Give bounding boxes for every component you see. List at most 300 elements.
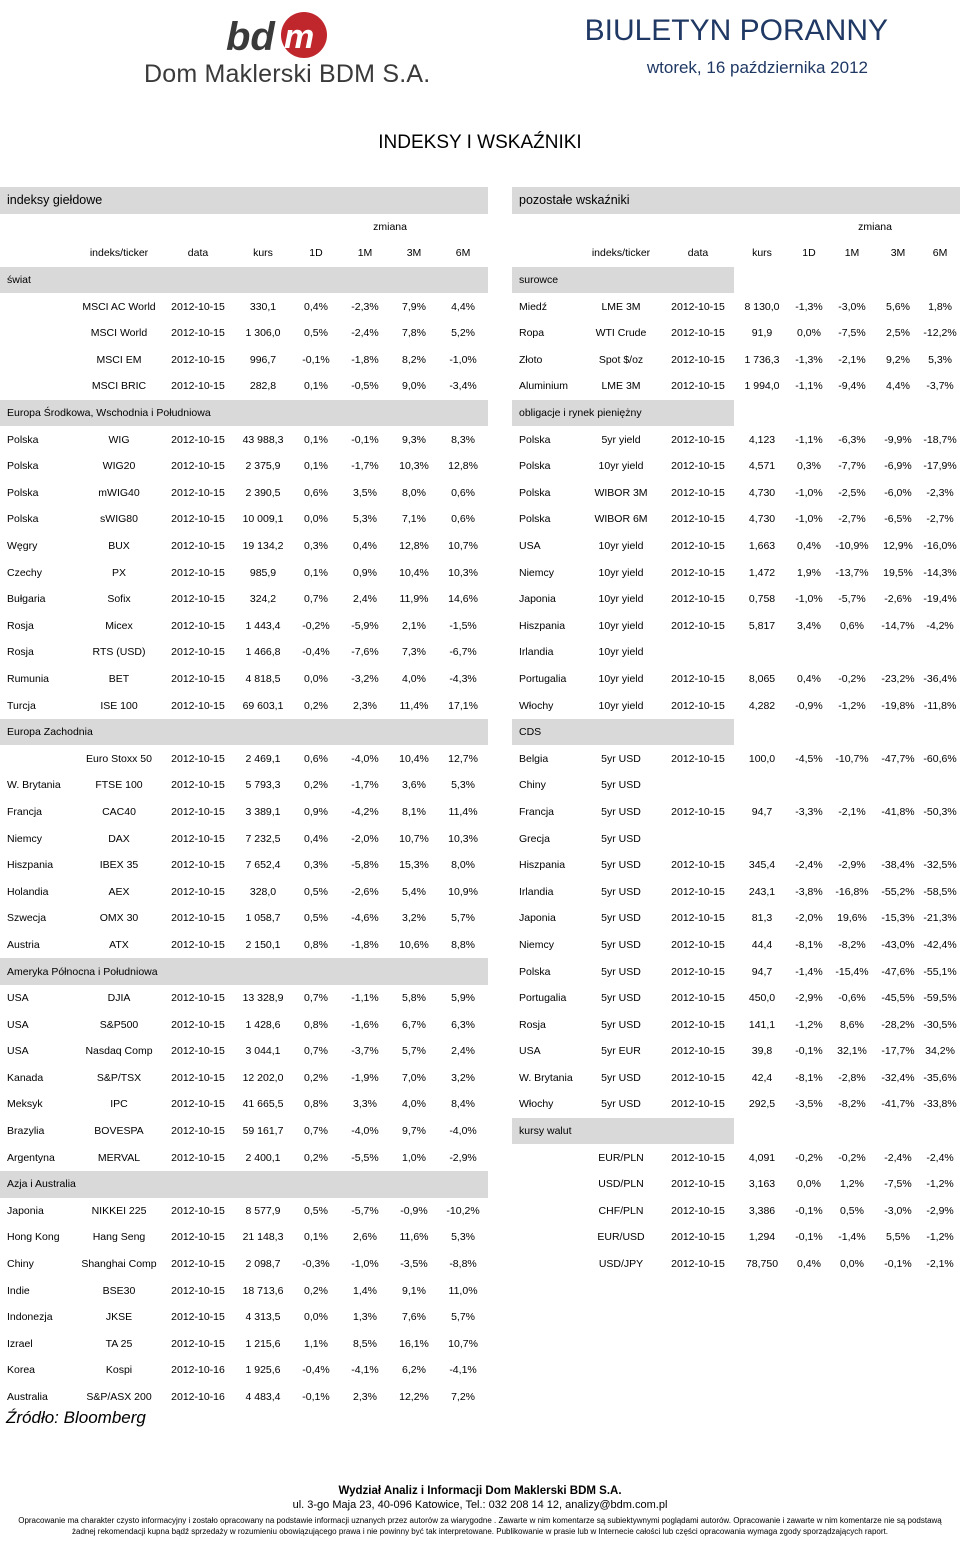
table-cell: -6,7% bbox=[449, 646, 477, 659]
table-row bbox=[0, 878, 488, 905]
table-cell: Indie bbox=[7, 1284, 30, 1297]
table-row bbox=[0, 559, 488, 586]
table-cell: -0,1% bbox=[795, 1231, 823, 1244]
table-cell: 10yr yield bbox=[598, 619, 644, 632]
table-cell: Turcja bbox=[7, 699, 36, 712]
table-cell: 3,386 bbox=[748, 1204, 776, 1217]
table-cell: USA bbox=[519, 1045, 541, 1058]
table-cell: 10,4% bbox=[399, 752, 429, 765]
table-cell: 2012-10-15 bbox=[671, 965, 725, 978]
table-cell: AEX bbox=[108, 885, 130, 898]
table-cell: 0,5% bbox=[304, 1204, 328, 1217]
table-cell: mWIG40 bbox=[98, 486, 140, 499]
table-cell: 2012-10-15 bbox=[171, 566, 225, 579]
table-cell: MSCI World bbox=[90, 327, 148, 340]
table-cell: 0,6% bbox=[304, 486, 328, 499]
table-row bbox=[0, 320, 488, 347]
table-cell: 2 098,7 bbox=[245, 1258, 281, 1271]
table-row bbox=[0, 639, 488, 666]
logo-bd-letters: bd bbox=[226, 15, 275, 59]
table-cell: 330,1 bbox=[249, 300, 277, 313]
table-cell: 4,123 bbox=[748, 433, 776, 446]
table-cell: 0,8% bbox=[304, 938, 328, 951]
table-cell: -3,7% bbox=[351, 1045, 379, 1058]
table-cell: USD/JPY bbox=[598, 1258, 644, 1271]
table-cell: 4 818,5 bbox=[245, 672, 281, 685]
table-cell: -0,2% bbox=[838, 672, 866, 685]
table-cell: -0,2% bbox=[795, 1151, 823, 1164]
table-cell: -6,3% bbox=[838, 433, 866, 446]
table-cell: -2,4% bbox=[351, 327, 379, 340]
table-cell: 2012-10-15 bbox=[671, 1204, 725, 1217]
table-row bbox=[512, 426, 960, 453]
table-row bbox=[512, 666, 960, 693]
table-row bbox=[512, 559, 960, 586]
table-row bbox=[512, 772, 960, 799]
table-cell: 1 058,7 bbox=[245, 912, 281, 925]
table-cell: 7,3% bbox=[402, 646, 426, 659]
table-cell: -1,0% bbox=[351, 1258, 379, 1271]
table-cell: 5yr USD bbox=[601, 779, 641, 792]
table-cell: Argentyna bbox=[7, 1151, 55, 1164]
table-cell: -21,3% bbox=[923, 912, 957, 925]
table-cell: 5yr USD bbox=[601, 992, 641, 1005]
table-cell: -4,1% bbox=[351, 1364, 379, 1377]
table-row bbox=[0, 613, 488, 640]
table-cell: 0,1% bbox=[304, 460, 328, 473]
table-cell: Szwecja bbox=[7, 912, 47, 925]
table-cell: -5,7% bbox=[838, 593, 866, 606]
section-header-row bbox=[512, 1118, 960, 1145]
table-cell: 2012-10-15 bbox=[171, 646, 225, 659]
table-cell: 5yr USD bbox=[601, 1098, 641, 1111]
table-cell: -0,1% bbox=[351, 433, 379, 446]
table-cell: Polska bbox=[519, 486, 551, 499]
table-row bbox=[512, 347, 960, 374]
table-cell: 1 306,0 bbox=[245, 327, 281, 340]
table-cell: -0,2% bbox=[838, 1151, 866, 1164]
table-cell: 8,6% bbox=[840, 1018, 864, 1031]
table-row bbox=[0, 1357, 488, 1384]
column-header: indeks/ticker bbox=[89, 247, 149, 260]
section-title: świat bbox=[0, 267, 488, 294]
table-cell: -7,5% bbox=[884, 1178, 912, 1191]
table-cell: Złoto bbox=[519, 353, 543, 366]
table-cell: 2012-10-15 bbox=[671, 1151, 725, 1164]
table-cell: USD/PLN bbox=[598, 1178, 644, 1191]
table-cell: 7,0% bbox=[402, 1071, 426, 1084]
table-cell bbox=[876, 772, 920, 799]
table-cell: 0,9% bbox=[353, 566, 377, 579]
table-cell: 5,3% bbox=[928, 353, 953, 366]
table-cell: Włochy bbox=[519, 1098, 554, 1111]
table-cell: 2012-10-15 bbox=[171, 885, 225, 898]
table-cell: 5,3% bbox=[451, 779, 475, 792]
table-cell: 8,1% bbox=[402, 805, 426, 818]
change-header-row bbox=[0, 214, 488, 241]
table-cell: 3,163 bbox=[748, 1178, 776, 1191]
company-name: Dom Maklerski BDM S.A. bbox=[144, 60, 431, 88]
table-cell: -1,5% bbox=[449, 619, 477, 632]
table-cell: 2012-10-15 bbox=[671, 912, 725, 925]
table-cell: -9,4% bbox=[838, 380, 866, 393]
table-cell: 44,4 bbox=[751, 938, 773, 951]
section-title: Europa Środkowa, Wschodnia i Południowa bbox=[0, 400, 488, 427]
table-cell: 3,2% bbox=[402, 912, 426, 925]
table-cell: 0,6% bbox=[451, 513, 475, 526]
column-header: kurs bbox=[752, 247, 772, 260]
table-cell: Rumunia bbox=[7, 672, 50, 685]
table-cell: 16,1% bbox=[399, 1337, 429, 1350]
table-cell: -19,4% bbox=[923, 593, 957, 606]
table-cell: 2012-10-15 bbox=[671, 460, 725, 473]
table-cell: -17,7% bbox=[881, 1045, 915, 1058]
table-cell: -41,8% bbox=[881, 805, 915, 818]
table-cell: 11,4% bbox=[448, 805, 478, 818]
table-cell: -2,4% bbox=[884, 1151, 912, 1164]
table-cell: 0,4% bbox=[797, 672, 821, 685]
table-title-row bbox=[512, 187, 960, 214]
table-cell: -4,0% bbox=[449, 1125, 477, 1138]
table-row bbox=[512, 852, 960, 879]
table-cell: 10,7% bbox=[399, 832, 429, 845]
table-cell: -2,7% bbox=[926, 513, 954, 526]
table-cell bbox=[0, 745, 76, 772]
table-row bbox=[512, 373, 960, 400]
table-cell: 243,1 bbox=[748, 885, 776, 898]
table-cell: ATX bbox=[109, 938, 129, 951]
table-cell: 996,7 bbox=[249, 353, 277, 366]
table-cell: 13 328,9 bbox=[242, 992, 284, 1005]
table-cell bbox=[734, 772, 790, 799]
table-cell: Bułgaria bbox=[7, 593, 46, 606]
table-row bbox=[0, 1304, 488, 1331]
table-cell: -18,7% bbox=[923, 433, 957, 446]
table-cell: -16,8% bbox=[835, 885, 869, 898]
table-cell: 1 925,6 bbox=[245, 1364, 281, 1377]
table-cell: -3,0% bbox=[838, 300, 866, 313]
table-cell: -4,1% bbox=[449, 1364, 477, 1377]
table-cell: Polska bbox=[519, 433, 551, 446]
table-cell: 2012-10-15 bbox=[671, 885, 725, 898]
column-header: 6M bbox=[455, 247, 471, 260]
column-header-row bbox=[0, 240, 488, 267]
table-cell: 4 313,5 bbox=[245, 1311, 281, 1324]
table-cell: -2,7% bbox=[838, 513, 866, 526]
table-row bbox=[0, 1118, 488, 1145]
table-cell: 5yr yield bbox=[601, 433, 641, 446]
table-cell: 2,3% bbox=[353, 699, 377, 712]
table-cell: -0,1% bbox=[302, 353, 330, 366]
table-cell: -6,0% bbox=[884, 486, 912, 499]
table-cell: Ropa bbox=[519, 327, 545, 340]
table-cell: 5,2% bbox=[451, 327, 475, 340]
table-row bbox=[512, 1011, 960, 1038]
table-cell: -1,0% bbox=[449, 353, 477, 366]
table-cell: 0,7% bbox=[304, 593, 328, 606]
table-cell: 2012-10-15 bbox=[671, 672, 725, 685]
table-cell: 2,6% bbox=[353, 1231, 377, 1244]
table-cell: W. Brytania bbox=[7, 779, 61, 792]
table-cell: 1,1% bbox=[304, 1337, 328, 1350]
table-cell: 8,065 bbox=[748, 672, 776, 685]
table-row bbox=[0, 666, 488, 693]
table-cell: 9,0% bbox=[402, 380, 426, 393]
table-cell: 19,5% bbox=[883, 566, 913, 579]
table-cell bbox=[662, 825, 734, 852]
table-cell: S&P/ASX 200 bbox=[86, 1391, 152, 1404]
table-cell: -3,2% bbox=[351, 672, 379, 685]
table-cell: 2012-10-15 bbox=[671, 1231, 725, 1244]
table-cell: 4,0% bbox=[402, 1098, 426, 1111]
table-cell: -0,5% bbox=[351, 380, 379, 393]
table-cell: -6,5% bbox=[884, 513, 912, 526]
table-cell: WIBOR 3M bbox=[594, 486, 648, 499]
table-cell: DAX bbox=[108, 832, 130, 845]
table-cell bbox=[790, 772, 828, 799]
table-cell: 0,1% bbox=[304, 433, 328, 446]
table-cell: -1,0% bbox=[795, 513, 823, 526]
table-cell: 8 577,9 bbox=[245, 1204, 281, 1217]
table-row bbox=[0, 506, 488, 533]
table-cell: IPC bbox=[110, 1098, 128, 1111]
section-header-row bbox=[512, 719, 960, 746]
table-cell: Miedź bbox=[519, 300, 548, 313]
table-cell: USA bbox=[7, 1045, 29, 1058]
table-cell: Rosja bbox=[7, 646, 34, 659]
table-row bbox=[0, 852, 488, 879]
table-cell: 0,1% bbox=[304, 566, 328, 579]
table-cell: -3,0% bbox=[884, 1204, 912, 1217]
section-header-row bbox=[512, 267, 960, 294]
table-cell: 1,4% bbox=[353, 1284, 377, 1297]
table-cell: -5,5% bbox=[351, 1151, 379, 1164]
section-header-row bbox=[0, 719, 488, 746]
table-cell: 0,8% bbox=[304, 1018, 328, 1031]
table-cell: -7,6% bbox=[351, 646, 379, 659]
table-cell: -1,0% bbox=[795, 593, 823, 606]
section-header-row bbox=[512, 400, 960, 427]
section-title: obligacje i rynek pieniężny bbox=[512, 400, 734, 427]
table-cell: 1,663 bbox=[748, 540, 776, 553]
table-row bbox=[0, 745, 488, 772]
table-cell: Polska bbox=[7, 486, 39, 499]
section-header-row bbox=[0, 267, 488, 294]
column-header: 1D bbox=[309, 247, 323, 260]
table-cell: -15,4% bbox=[835, 965, 869, 978]
table-cell bbox=[512, 1251, 580, 1278]
table-cell: -17,9% bbox=[923, 460, 957, 473]
table-cell: -0,1% bbox=[795, 1204, 823, 1217]
table-cell: -3,5% bbox=[400, 1258, 428, 1271]
table-row bbox=[512, 453, 960, 480]
table-cell: 2012-10-15 bbox=[671, 752, 725, 765]
table-cell: -10,7% bbox=[835, 752, 869, 765]
table-cell: 41 665,5 bbox=[242, 1098, 284, 1111]
table-cell: 5,6% bbox=[886, 300, 910, 313]
table-cell: -8,1% bbox=[795, 1071, 823, 1084]
table-cell: 5yr USD bbox=[601, 938, 641, 951]
table-cell: 8 130,0 bbox=[744, 300, 780, 313]
table-cell: 0,1% bbox=[304, 1231, 328, 1244]
table-row bbox=[512, 1171, 960, 1198]
table-cell: -1,8% bbox=[351, 938, 379, 951]
table-cell: 2012-10-15 bbox=[171, 327, 225, 340]
table-cell: Japonia bbox=[519, 593, 556, 606]
column-header: kurs bbox=[253, 247, 273, 260]
table-cell bbox=[0, 320, 76, 347]
table-cell: 2012-10-15 bbox=[171, 353, 225, 366]
table-cell: -2,4% bbox=[926, 1151, 954, 1164]
table-cell bbox=[920, 825, 960, 852]
table-cell: 5yr USD bbox=[601, 965, 641, 978]
column-header: 1D bbox=[802, 247, 816, 260]
company-logo bbox=[140, 8, 431, 88]
change-header-row bbox=[512, 214, 960, 241]
table-row bbox=[0, 1038, 488, 1065]
table-cell: 2012-10-16 bbox=[171, 1391, 225, 1404]
table-cell: 0,0% bbox=[304, 513, 328, 526]
table-cell: Micex bbox=[105, 619, 133, 632]
table-cell: 2012-10-15 bbox=[171, 912, 225, 925]
table-cell: 43 988,3 bbox=[242, 433, 284, 446]
table-cell: 17,1% bbox=[448, 699, 478, 712]
table-cell: Niemcy bbox=[7, 832, 43, 845]
table-cell: -13,7% bbox=[835, 566, 869, 579]
table-cell bbox=[512, 1224, 580, 1251]
table-cell: Izrael bbox=[7, 1337, 33, 1350]
table-cell: 0,9% bbox=[304, 805, 328, 818]
table-cell: 69 603,1 bbox=[242, 699, 284, 712]
column-header: data bbox=[187, 247, 209, 260]
table-cell: 0,6% bbox=[451, 486, 475, 499]
table-cell: -8,2% bbox=[838, 1098, 866, 1111]
table-cell: -58,5% bbox=[923, 885, 957, 898]
table-cell bbox=[662, 639, 734, 666]
table-cell: 1,8% bbox=[928, 300, 953, 313]
table-cell: -4,6% bbox=[351, 912, 379, 925]
table-cell: 10,6% bbox=[399, 938, 429, 951]
table-cell: 11,6% bbox=[399, 1231, 429, 1244]
table-row bbox=[512, 799, 960, 826]
table-cell: 78,750 bbox=[745, 1258, 779, 1271]
table-cell: -30,5% bbox=[923, 1018, 957, 1031]
table-cell: 1 466,8 bbox=[245, 646, 281, 659]
table-cell: Polska bbox=[7, 460, 39, 473]
table-cell: 7,6% bbox=[402, 1311, 426, 1324]
table-row bbox=[0, 1331, 488, 1358]
table-cell: 5yr USD bbox=[601, 1071, 641, 1084]
table-cell: 5,8% bbox=[402, 992, 426, 1005]
table-cell: 2012-10-15 bbox=[171, 1125, 225, 1138]
table-cell: Hong Kong bbox=[7, 1231, 60, 1244]
table-cell: 450,0 bbox=[748, 992, 776, 1005]
table-row bbox=[0, 1065, 488, 1092]
table-cell: 2012-10-15 bbox=[171, 460, 225, 473]
table-cell: -2,1% bbox=[838, 353, 866, 366]
table-cell: -0,4% bbox=[302, 646, 330, 659]
table-cell: 1 994,0 bbox=[744, 380, 780, 393]
table-cell: 9,3% bbox=[402, 433, 426, 446]
table-cell: 0,0% bbox=[840, 1258, 864, 1271]
table-row bbox=[512, 1091, 960, 1118]
table-cell: 2012-10-15 bbox=[671, 805, 725, 818]
table-cell: 8,8% bbox=[451, 938, 475, 951]
table-cell: -5,8% bbox=[351, 859, 379, 872]
table-cell: -2,0% bbox=[795, 912, 823, 925]
table-cell: -9,9% bbox=[884, 433, 912, 446]
table-cell: WIG bbox=[108, 433, 130, 446]
table-cell: -1,0% bbox=[795, 486, 823, 499]
table-cell: 21 148,3 bbox=[242, 1231, 284, 1244]
table-cell: 10yr yield bbox=[598, 540, 644, 553]
table-cell: -1,1% bbox=[795, 433, 823, 446]
table-cell: -2,3% bbox=[351, 300, 379, 313]
table-cell: 0,5% bbox=[304, 912, 328, 925]
table-cell: 2012-10-15 bbox=[671, 566, 725, 579]
table-cell: FTSE 100 bbox=[95, 779, 143, 792]
table-cell: -7,5% bbox=[838, 327, 866, 340]
table-cell: -15,3% bbox=[881, 912, 915, 925]
table-cell: 42,4 bbox=[751, 1071, 773, 1084]
table-cell: BOVESPA bbox=[94, 1125, 144, 1138]
table-cell: EUR/PLN bbox=[598, 1151, 644, 1164]
data-source: Źródło: Bloomberg bbox=[6, 1408, 146, 1427]
table-cell: 2012-10-15 bbox=[671, 1098, 725, 1111]
table-cell: -1,1% bbox=[795, 380, 823, 393]
table-cell: 3,6% bbox=[402, 779, 426, 792]
table-cell: 2,1% bbox=[402, 619, 426, 632]
table-cell: 9,2% bbox=[886, 353, 910, 366]
table-cell: 2012-10-15 bbox=[671, 992, 725, 1005]
table-cell: -1,2% bbox=[926, 1178, 954, 1191]
table-cell: 2012-10-15 bbox=[171, 1311, 225, 1324]
table-cell: 3,3% bbox=[353, 1098, 377, 1111]
table-cell: W. Brytania bbox=[519, 1071, 573, 1084]
table-cell: JKSE bbox=[105, 1311, 133, 1324]
section-title: Ameryka Północna i Południowa bbox=[0, 958, 488, 985]
table-cell: 2012-10-15 bbox=[171, 1018, 225, 1031]
table-row bbox=[0, 1224, 488, 1251]
table-row bbox=[0, 985, 488, 1012]
table-cell: 2012-10-15 bbox=[171, 1204, 225, 1217]
table-cell: 4,730 bbox=[748, 513, 776, 526]
table-cell: -42,4% bbox=[923, 938, 957, 951]
table-cell: -33,8% bbox=[923, 1098, 957, 1111]
table-cell: 0,4% bbox=[304, 832, 328, 845]
table-cell: -50,3% bbox=[923, 805, 957, 818]
table-cell: 0,5% bbox=[304, 327, 328, 340]
table-cell: 2012-10-15 bbox=[171, 752, 225, 765]
table-cell: 3,4% bbox=[797, 619, 821, 632]
table-row bbox=[512, 825, 960, 852]
table-cell: 7,1% bbox=[402, 513, 426, 526]
table-cell: 2012-10-15 bbox=[671, 859, 725, 872]
table-cell: MSCI BRIC bbox=[91, 380, 147, 393]
table-cell: 2012-10-15 bbox=[171, 859, 225, 872]
page-title: INDEKSY I WSKAŹNIKI bbox=[378, 132, 582, 153]
table-row bbox=[0, 586, 488, 613]
table-cell: USA bbox=[7, 1018, 29, 1031]
table-cell: 2012-10-15 bbox=[171, 486, 225, 499]
table-cell: Niemcy bbox=[519, 938, 555, 951]
table-cell: 2012-10-15 bbox=[671, 513, 725, 526]
table-cell: 2012-10-15 bbox=[171, 1151, 225, 1164]
table-cell: -4,3% bbox=[449, 672, 477, 685]
table-cell: 2012-10-15 bbox=[171, 300, 225, 313]
table-cell: Kanada bbox=[7, 1071, 44, 1084]
table-cell: sWIG80 bbox=[100, 513, 138, 526]
